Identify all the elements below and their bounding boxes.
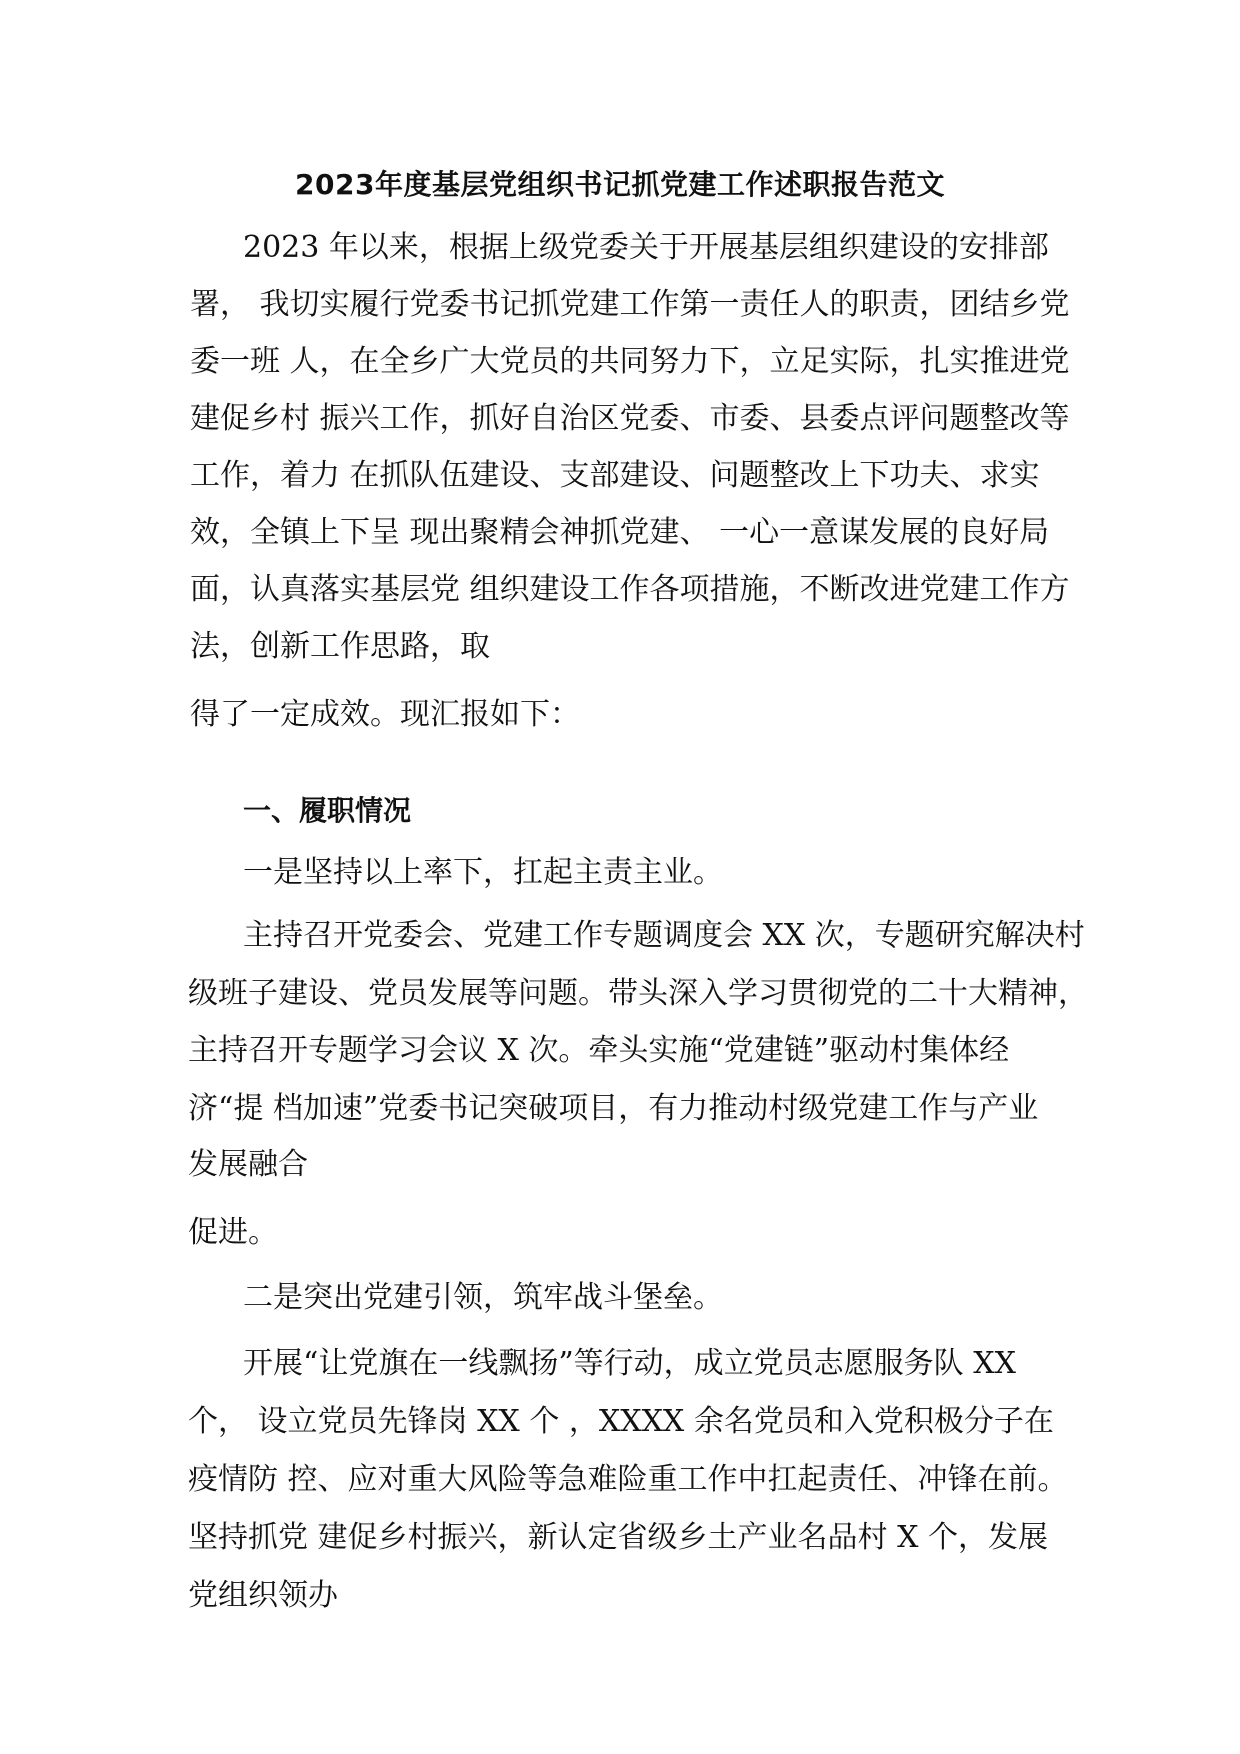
intro-line: 2023 年以来，根据上级党委关于开展基层组织建设的安排部: [243, 230, 1049, 265]
intro-line: 署， 我切实履行党委书记抓党建工作第一责任人的职责，团结乡党: [190, 287, 1070, 322]
intro-line: 效，全镇上下呈 现出聚精会神抓党建、 一心一意谋发展的良好局: [190, 515, 1050, 550]
item-line: 个， 设立党员先锋岗 XX 个 ，XXXX 余名党员和入党积极分子在: [188, 1404, 1054, 1439]
item-line: 主持召开专题学习会议 X 次。牵头实施“党建链”驱动村集体经: [188, 1033, 1010, 1068]
intro-line: 建促乡村 振兴工作，抓好自治区党委、市委、县委点评问题整改等: [190, 401, 1070, 436]
intro-line: 面，认真落实基层党 组织建设工作各项措施，不断改进党建工作方: [190, 572, 1070, 607]
document-title: 2023年度基层党组织书记抓党建工作述职报告范文: [295, 168, 945, 201]
item-title: 二是突出党建引领，筑牢战斗堡垒。: [243, 1280, 723, 1315]
intro-line: 委一班 人，在全乡广大党员的共同努力下，立足实际，扎实推进党: [190, 344, 1070, 379]
item-line: 主持召开党委会、党建工作专题调度会 XX 次，专题研究解决村: [243, 918, 1085, 953]
item-title: 一是坚持以上率下，扛起主责主业。: [243, 855, 723, 890]
item-line: 疫情防 控、应对重大风险等急难险重工作中扛起责任、冲锋在前。: [188, 1462, 1068, 1497]
intro-line: 法，创新工作思路，取: [190, 629, 490, 664]
item-line: 级班子建设、党员发展等问题。带头深入学习贯彻党的二十大精神，: [188, 976, 1088, 1011]
item-line: 发展融合: [188, 1147, 308, 1182]
item-line: 党组织领办: [188, 1578, 338, 1613]
section-heading: 一、履职情况: [243, 794, 412, 827]
item-line: 开展“让党旗在一线飘扬”等行动，成立党员志愿服务队 XX: [243, 1346, 1016, 1381]
item-line: 坚持抓党 建促乡村振兴，新认定省级乡土产业名品村 X 个，发展: [188, 1520, 1048, 1555]
intro-line: 工作，着力 在抓队伍建设、支部建设、问题整改上下功夫、求实: [190, 458, 1040, 493]
item-line: 济“提 档加速”党委书记突破项目，有力推动村级党建工作与产业: [188, 1091, 1039, 1126]
intro-line: 得了一定成效。现汇报如下：: [190, 697, 580, 732]
item-line: 促进。: [188, 1215, 278, 1250]
